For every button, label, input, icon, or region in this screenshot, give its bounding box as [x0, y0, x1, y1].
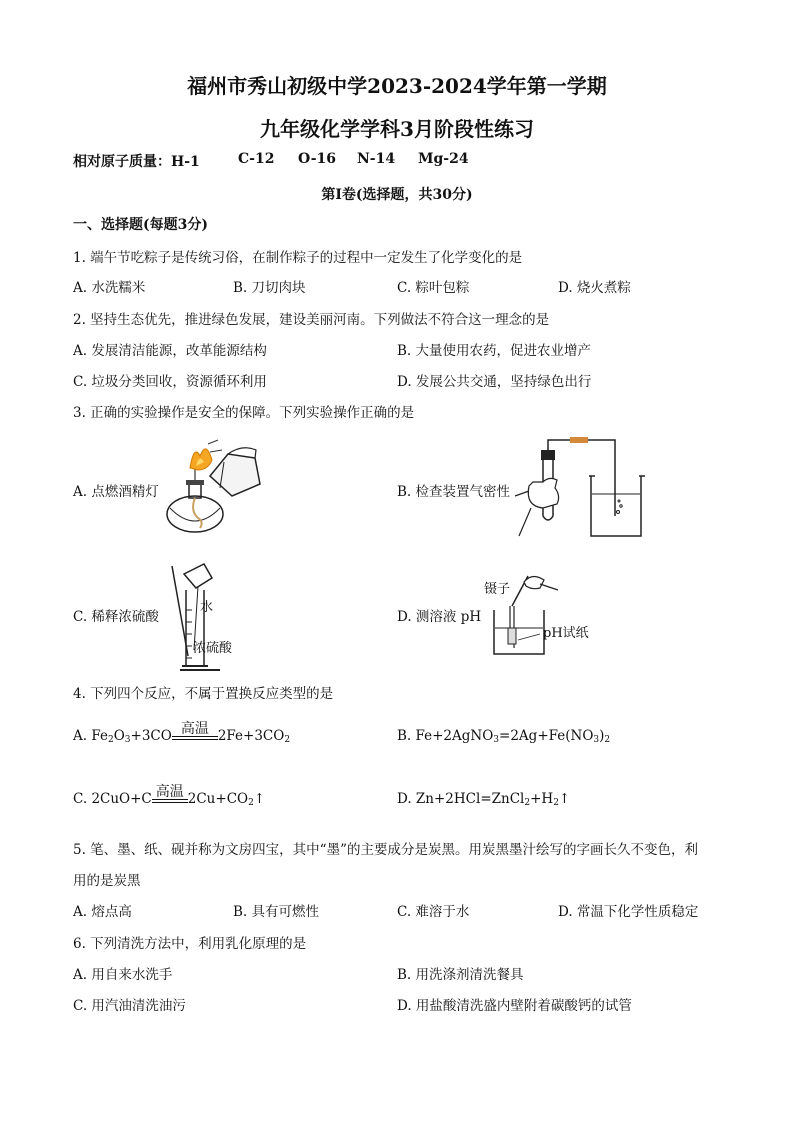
atomic-mass-label: 相对原子质量：H-1: [73, 154, 200, 170]
question-3-option-c[interactable]: C. 稀释浓硫酸: [73, 609, 159, 625]
question-5-option-c[interactable]: C. 难溶于水: [397, 904, 470, 920]
section-title: 一、选择题(每题3分): [73, 217, 208, 233]
question-4-option-c[interactable]: C. 2CuO+C 高温 $2Cu+CO_2↑$: [73, 784, 266, 808]
question-5-option-d[interactable]: D. 常温下化学性质稳定: [558, 904, 699, 920]
question-4-stem: 4. 下列四个反应，不属于置换反应类型的是: [73, 686, 334, 702]
question-6-option-b[interactable]: B. 用洗涤剂清洗餐具: [397, 967, 524, 983]
question-4-option-a[interactable]: A. $Fe_2O_3+3CO$ 高温 $2Fe+3CO_2$: [73, 721, 291, 745]
atomic-mass-c: C-12: [238, 151, 275, 167]
question-2-stem: 2. 坚持生态优先，推进绿色发展，建设美丽河南。下列做法不符合这一理念的是: [73, 312, 550, 328]
question-2-option-c[interactable]: C. 垃圾分类回收，资源循环利用: [73, 374, 267, 390]
question-3-option-a[interactable]: A. 点燃酒精灯: [73, 484, 159, 500]
question-5-stem: 5. 笔、墨、纸、砚并称为文房四宝，其中“墨”的主要成分是炭黑。用炭黑墨汁绘写的字画长久不变色，利: [73, 842, 698, 858]
figure-label-acid: 浓硫酸: [193, 641, 233, 656]
volume-title: 第I卷(选择题，共30分): [321, 187, 473, 203]
figure-label-tweezers: 镊子: [484, 582, 511, 597]
question-3-stem: 3. 正确的实验操作是安全的保障。下列实验操作正确的是: [73, 405, 415, 421]
figure-alcohol-lamp: [160, 436, 270, 541]
question-3-option-b[interactable]: B. 检查装置气密性: [397, 484, 511, 500]
question-1-stem: 1. 端午节吃粽子是传统习俗，在制作粽子的过程中一定发生了化学变化的是: [73, 250, 523, 266]
atomic-mass-n: N-14: [357, 151, 396, 167]
question-5-option-b[interactable]: B. 具有可燃性: [233, 904, 320, 920]
atomic-mass-mg: Mg-24: [418, 151, 469, 167]
figure-airtightness: [515, 436, 665, 541]
question-3-option-d[interactable]: D. 测溶液 pH: [397, 609, 482, 625]
question-1-option-d[interactable]: D. 烧火煮粽: [558, 280, 631, 296]
question-2-option-b[interactable]: B. 大量使用农药，促进农业增产: [397, 343, 592, 359]
figure-label-ph-paper: pH试纸: [543, 626, 589, 641]
question-2-option-d[interactable]: D. 发展公共交通，坚持绿色出行: [397, 374, 592, 390]
question-5-stem-cont: 用的是炭黑: [73, 873, 141, 889]
atomic-mass-o: O-16: [298, 151, 337, 167]
question-2-option-a[interactable]: A. 发展清洁能源，改革能源结构: [73, 343, 267, 359]
reaction-condition-a: 高温: [172, 735, 218, 740]
exam-title-line1: 福州市秀山初级中学2023-2024学年第一学期: [187, 74, 607, 98]
exam-title-line2: 九年级化学学科3月阶段性练习: [260, 117, 534, 141]
figure-label-water: 水: [200, 600, 214, 615]
question-5-option-a[interactable]: A. 熔点高: [73, 904, 132, 920]
question-4-option-d[interactable]: D. $Zn+2HCl=ZnCl_2+H_2↑$: [397, 791, 571, 808]
question-6-option-d[interactable]: D. 用盐酸清洗盛内壁附着碳酸钙的试管: [397, 998, 632, 1014]
question-6-option-c[interactable]: C. 用汽油清洗油污: [73, 998, 186, 1014]
question-1-option-b[interactable]: B. 刀切肉块: [233, 280, 306, 296]
reaction-condition-c: 高温: [152, 798, 188, 803]
question-1-option-a[interactable]: A. 水洗糯米: [73, 280, 146, 296]
question-4-option-b[interactable]: B. $Fe+2AgNO_3=2Ag+Fe(NO_3)_2$: [397, 728, 611, 745]
question-1-option-c[interactable]: C. 粽叶包粽: [397, 280, 470, 296]
question-6-stem: 6. 下列清洗方法中，利用乳化原理的是: [73, 936, 307, 952]
question-6-option-a[interactable]: A. 用自来水洗手: [73, 967, 173, 983]
